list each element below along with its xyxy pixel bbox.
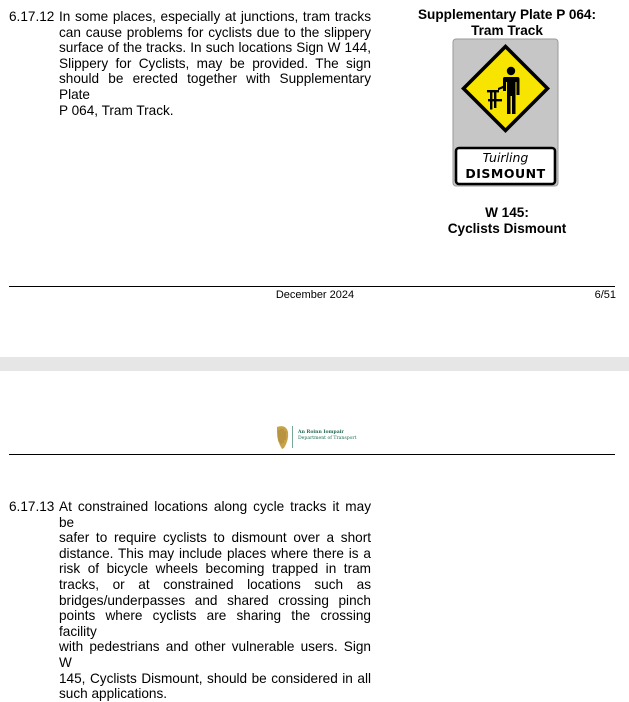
paragraph-line: points where cyclists are sharing the crossing facility	[59, 608, 371, 639]
supplementary-plate-caption	[400, 7, 614, 38]
logo-divider	[292, 426, 293, 448]
logo-irish-name: An Roinn Iompair	[298, 430, 344, 435]
cyclists-dismount-sign	[452, 38, 559, 187]
page-gap	[0, 357, 629, 371]
paragraph-text	[59, 9, 371, 118]
caption-line: Cyclists Dismount	[447, 220, 567, 236]
paragraph-line: surface of the tracks. In such locations Sign W 144,	[59, 40, 371, 56]
logo-wordmark	[298, 430, 356, 441]
plate-text-english: DISMOUNT	[465, 166, 546, 181]
footer-page-number: 6/51	[594, 289, 616, 301]
paragraph-number: 6.17.12	[9, 9, 55, 24]
paragraph-line: Slippery for Cyclists, may be provided. The sign	[59, 55, 371, 71]
paragraph-text	[59, 499, 371, 702]
caption-line: W 145:	[485, 205, 529, 220]
paragraph-line: such applications.	[59, 686, 168, 702]
paragraph-line: P 064, Tram Track.	[59, 102, 174, 118]
caption-line: Tram Track	[471, 22, 543, 38]
header-rule	[9, 454, 615, 455]
caption-line: Supplementary Plate P 064:	[417, 7, 597, 22]
paragraph-line: risk of bicycle wheels becoming trapped in tram	[59, 561, 371, 577]
plate-text-irish: Tuirling	[482, 150, 529, 165]
document-page-bottom	[0, 371, 629, 702]
paragraph-line: distance. This may include places where there is a	[59, 545, 371, 561]
logo-english-name: Department of Transport	[298, 435, 357, 441]
paragraph-line: with pedestrians and other vulnerable users. Sign W	[59, 639, 371, 670]
paragraph-line: safer to require cyclists to dismount over a short	[59, 530, 371, 546]
footer-date: December 2024	[275, 289, 355, 301]
paragraph-line: should be erected together with Supplementary Plate	[59, 71, 371, 102]
paragraph-line: 145, Cyclists Dismount, should be considered in all	[59, 670, 371, 686]
paragraph-number: 6.17.13	[9, 499, 55, 514]
paragraph-line: In some places, especially at junctions, tram tracks	[59, 9, 371, 24]
sign-w145-caption	[420, 205, 594, 236]
footer-rule	[9, 286, 615, 287]
paragraph-line: At constrained locations along cycle tracks it may be	[59, 499, 371, 530]
paragraph-line: can cause problems for cyclists due to the slippery	[59, 24, 371, 40]
paragraph-line: tracks, or at constrained locations such as	[59, 576, 371, 592]
harp-icon	[277, 426, 288, 449]
paragraph-line: bridges/underpasses and shared crossing pinch	[59, 592, 371, 608]
